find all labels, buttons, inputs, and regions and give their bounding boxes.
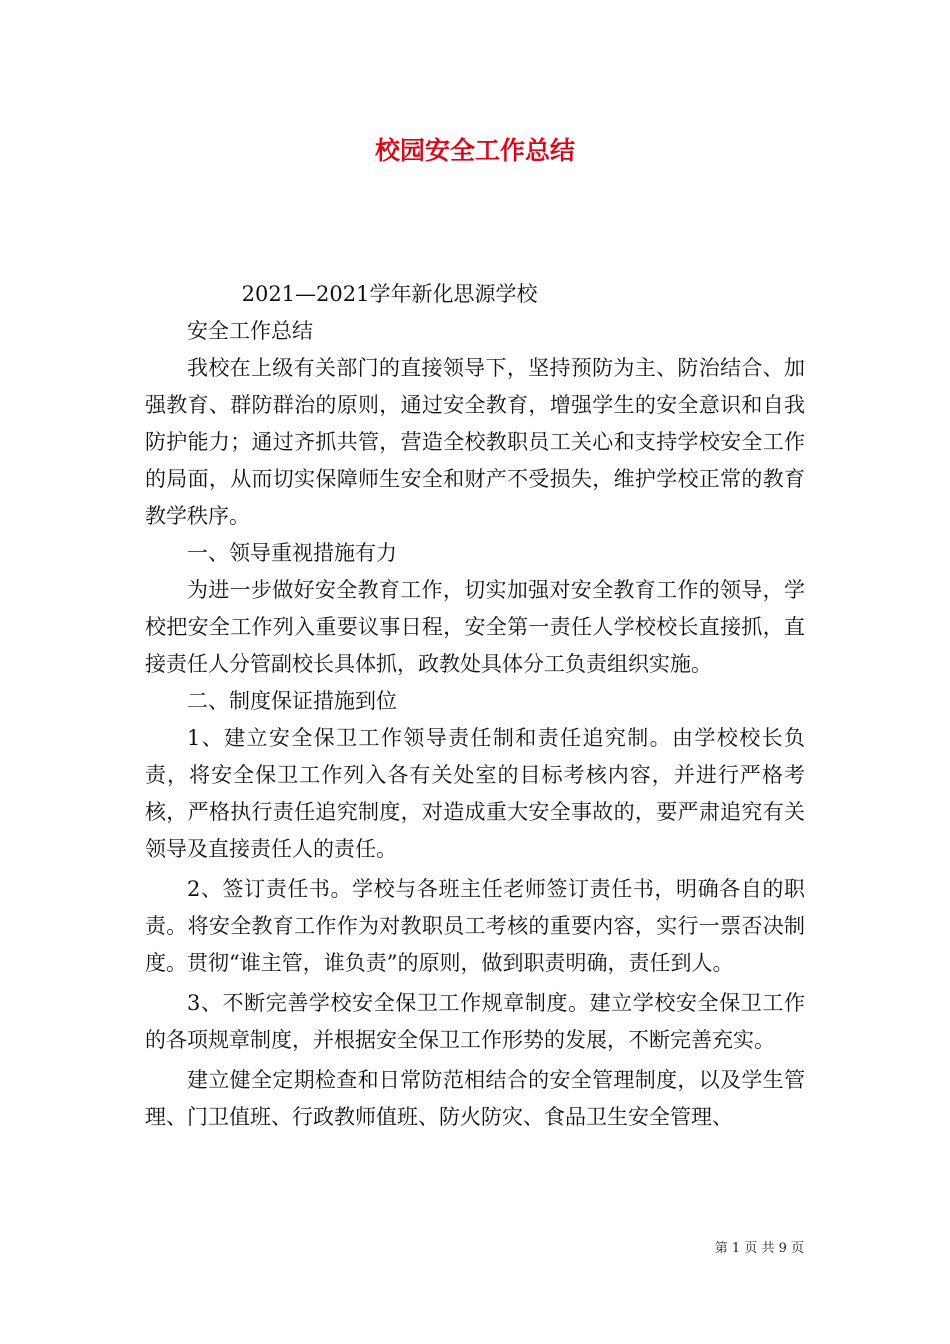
intro-paragraph: 我校在上级有关部门的直接领导下，坚持预防为主、防治结合、加强教育、群防群治的原则，通过安全教育，增强学生的安全意识和自我防护能力；通过齐抓共管，营造全校教职员工关心和支持学校安全工作的局面，从而切实保障师生安全和财产不受损失，维护学校正常的教育教学秩序。	[145, 356, 805, 528]
item-paragraph-1: 1、建立安全保卫工作领导责任制和责任追究制。由学校校长负责，将安全保卫工作列入各有关处室的目标考核内容，并进行严格考核，严格执行责任追究制度，对造成重大安全事故的，要严肃追究有关领导及直接责任人的责任。	[145, 726, 805, 861]
item-paragraph-3: 3、不断完善学校安全保卫工作规章制度。建立学校安全保卫工作的各项规章制度，并根据安全保卫工作形势的发展，不断完善充实。	[145, 991, 805, 1052]
subtitle-line: 安全工作总结	[187, 319, 313, 343]
section-heading-2: 二、制度保证措施到位	[187, 689, 397, 713]
item-paragraph-2: 2、签订责任书。学校与各班主任老师签订责任书，明确各自的职责。将安全教育工作作为对教职员工考核的重要内容，实行一票否决制度。贯彻“谁主管，谁负责”的原则，做到职责明确，责任到人。	[145, 877, 805, 975]
document-body	[145, 276, 805, 1136]
section-paragraph-1: 为进一步做好安全教育工作，切实加强对安全教育工作的领导，学校把安全工作列入重要议事日程，安全第一责任人学校校长直接抓，直接责任人分管副校长具体抓，政教处具体分工负责组织实施。	[145, 578, 805, 676]
school-year-line: 2021—2021学年新化思源学校	[241, 282, 538, 306]
section-heading-1: 一、领导重视措施有力	[187, 541, 397, 565]
closing-paragraph: 建立健全定期检查和日常防范相结合的安全管理制度，以及学生管理、门卫值班、行政教师值班、防火防灾、食品卫生安全管理、	[145, 1068, 805, 1129]
document-title: 校园安全工作总结	[374, 136, 575, 165]
page-number: 第 1 页 共 9 页	[714, 1241, 804, 1256]
